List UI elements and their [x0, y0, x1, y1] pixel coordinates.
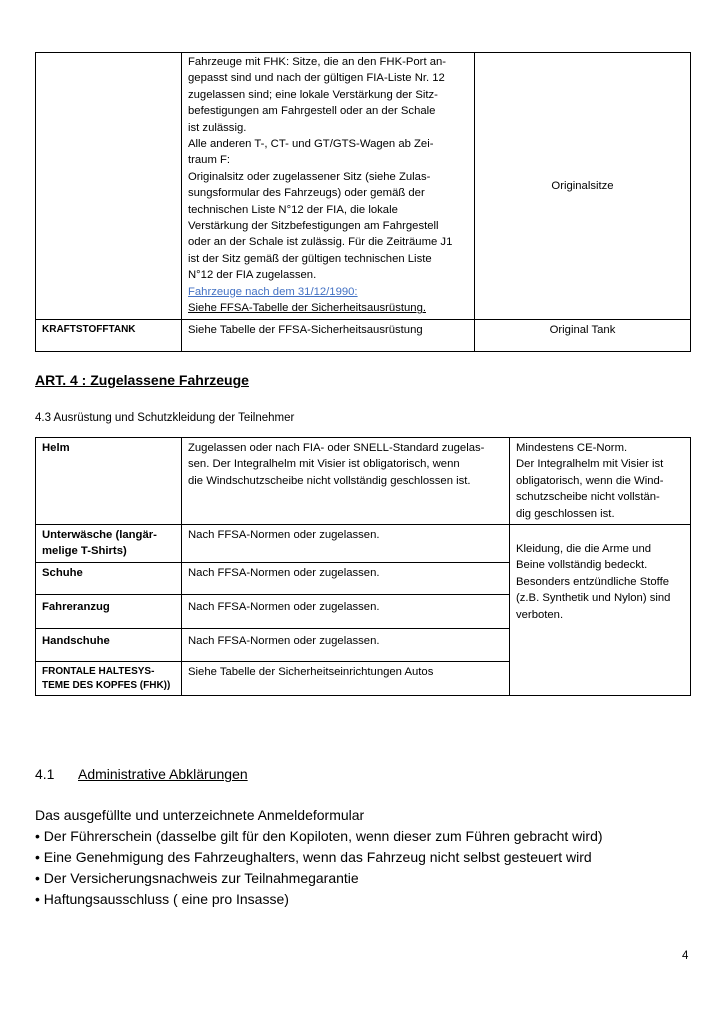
helm-right-line: dig geschlossen ist. [516, 507, 615, 520]
list-item: • Eine Genehmigung des Fahrzeughalters, wenn das Fahrzeug nicht selbst gesteuert wird [35, 849, 592, 865]
fhk-label-line: TEME DES KOPFES (FHK)) [42, 679, 171, 691]
helm-right-line: obligatorisch, wenn die Wind- [516, 474, 664, 487]
clothing-right-line: verboten. [516, 608, 564, 621]
underwear-label-line: Unterwäsche (langär- [42, 529, 157, 542]
clothing-right [510, 525, 691, 696]
tank-right: Original Tank [475, 319, 691, 351]
helm-line: die Windschutzscheibe nicht vollständig geschlossen ist. [188, 474, 471, 487]
clothing-right-line: (z.B. Synthetik und Nylon) sind [516, 592, 671, 605]
clothing-right-line: Beine vollständig bedeckt. [516, 559, 648, 572]
helm-right-line: schutzscheibe nicht vollstän- [516, 491, 660, 504]
underwear-label [36, 525, 182, 563]
seat-line: Alle anderen T-, CT- und GT/GTS-Wagen ab Zei- [188, 138, 434, 151]
gloves-label: Handschuhe [36, 628, 182, 661]
seat-line: N°12 der FIA zugelassen. [188, 269, 317, 282]
seat-line: ist der Sitz gemäß der gültigen technischen Liste [188, 252, 432, 265]
ffsa-table-reference: Siehe FFSA-Tabelle der Sicherheitsausrüstung. [188, 302, 426, 315]
seat-line: technischen Liste N°12 der FIA, die lokale [188, 203, 398, 216]
table-row [36, 319, 691, 351]
helm-text [182, 438, 510, 525]
seat-line: Originalsitz oder zugelassener Sitz (siehe Zulas- [188, 170, 431, 183]
helm-right [510, 438, 691, 525]
shoes-text: Nach FFSA-Normen oder zugelassen. [182, 562, 510, 594]
seat-line: traum F: [188, 154, 231, 167]
seat-label-cell [36, 53, 182, 320]
subheading-4-3: 4.3 Ausrüstung und Schutzkleidung der Teilnehmer [35, 412, 295, 424]
clothing-right-line: Kleidung, die die Arme und [516, 543, 652, 556]
suit-label: Fahreranzug [36, 594, 182, 628]
seat-line: zugelassen sind; eine lokale Verstärkung der Sitz- [188, 88, 438, 101]
helm-right-line: Mindestens CE-Norm. [516, 442, 628, 454]
registration-intro: Das ausgefüllte und unterzeichnete Anmeldeformular [35, 807, 365, 823]
art4-heading: ART. 4 : Zugelassene Fahrzeuge [35, 372, 249, 388]
clothing-right-line: Besonders entzündliche Stoffe [516, 575, 670, 588]
equipment-table [35, 437, 691, 696]
seat-line: Verstärkung der Sitzbefestigungen am Fahrgestell [188, 220, 439, 233]
seat-text-cell [182, 53, 475, 320]
seat-line: sungsformular des Fahrzeugs) oder gemäß der [188, 187, 425, 200]
requirements-list [35, 826, 603, 910]
section-4-1-title: Administrative Abklärungen [78, 766, 248, 782]
tank-text: Siehe Tabelle der FFSA-Sicherheitsausrüstung [182, 319, 475, 351]
tank-label: KRAFTSTOFFTANK [36, 319, 182, 351]
seat-tank-table [35, 52, 691, 352]
shoes-label: Schuhe [36, 562, 182, 594]
seat-right-cell: Originalsitze [475, 53, 691, 320]
helm-right-line: Der Integralhelm mit Visier ist [516, 458, 664, 471]
table-row [36, 438, 691, 525]
seat-line: befestigungen am Fahrgestell oder an der Schale [188, 105, 436, 118]
helm-label: Helm [36, 438, 182, 525]
page-number: 4 [682, 950, 689, 962]
table-row [36, 525, 691, 563]
underwear-text: Nach FFSA-Normen oder zugelassen. [182, 525, 510, 563]
seat-line: gepasst sind und nach der gültigen FIA-Liste Nr. 12 [188, 72, 445, 85]
fhk-label-line: FRONTALE HALTESYS- [42, 665, 155, 677]
helm-line: Zugelassen oder nach FIA- oder SNELL-Standard zugelas- [188, 442, 485, 454]
list-item: • Haftungsausschluss ( eine pro Insasse) [35, 891, 289, 907]
fhk-text: Siehe Tabelle der Sicherheitseinrichtungen Autos [182, 661, 510, 695]
underwear-label-line: melige T-Shirts) [42, 545, 127, 558]
helm-line: sen. Der Integralhelm mit Visier ist obligatorisch, wenn [188, 458, 460, 471]
gloves-text: Nach FFSA-Normen oder zugelassen. [182, 628, 510, 661]
seat-line: ist zulässig. [188, 121, 247, 134]
table-row [36, 53, 691, 320]
section-4-1-number: 4.1 [35, 766, 55, 782]
fhk-label [36, 661, 182, 695]
seat-line: Fahrzeuge mit FHK: Sitze, die an den FHK-Port an- [188, 56, 447, 68]
seat-line: oder an der Schale ist zulässig. Für die Zeiträume J1 [188, 236, 453, 249]
list-item: • Der Versicherungsnachweis zur Teilnahmegarantie [35, 870, 359, 886]
list-item: • Der Führerschein (dasselbe gilt für den Kopiloten, wenn dieser zum Führen gebracht wird) [35, 828, 603, 844]
suit-text: Nach FFSA-Normen oder zugelassen. [182, 594, 510, 628]
vehicles-after-1990-link[interactable]: Fahrzeuge nach dem 31/12/1990: [188, 285, 358, 298]
